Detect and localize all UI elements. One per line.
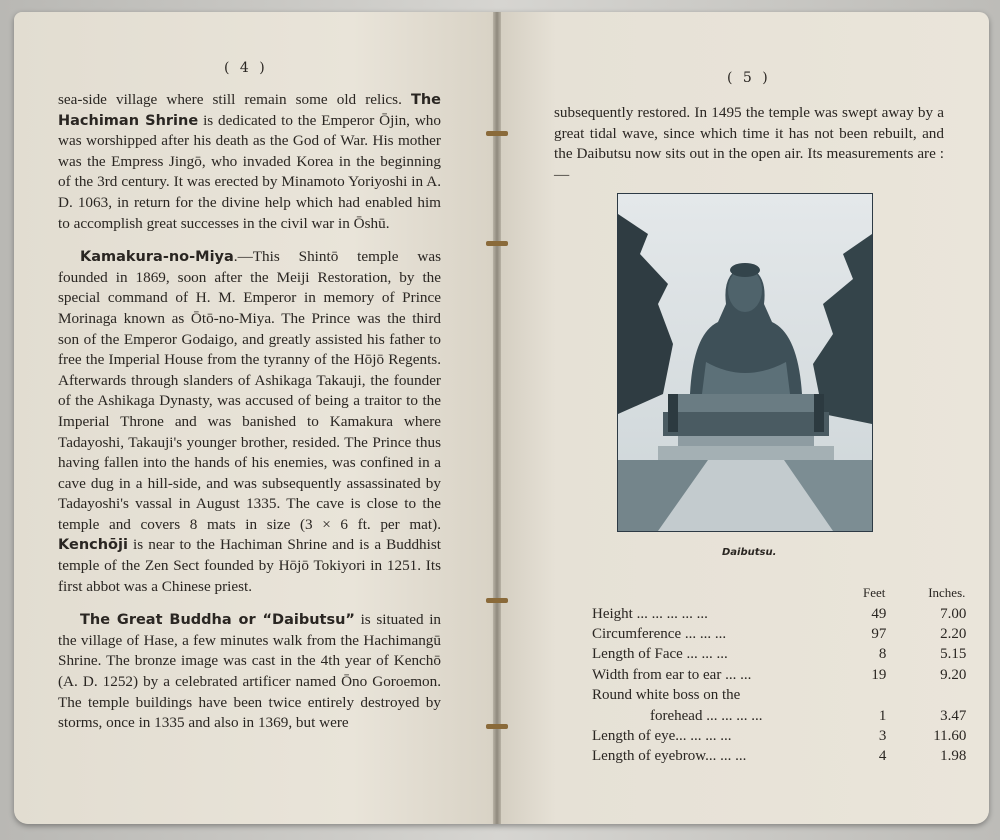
paragraph-text: is dedicated to the Emperor Ōjin, who was worshipped after his death as the God of War. His mother was the Empress Jingō, who invaded Korea in the beginning of the 3rd century. It was erected by Minamoto Yoriyoshi in A. D. 1063, in return for the divine help which had enabled him to accomplish great successes in the civil war in Ōshū.	[58, 111, 441, 232]
paragraph-text: is near to the Hachiman Shrine and is a Buddhist temple of the Zen Sect founded by Hōjō Tokiyori in 1251. Its first abbot was a Chinese priest.	[58, 536, 441, 595]
measurement-feet: 4	[878, 748, 887, 765]
paragraph-kamakura	[58, 247, 441, 597]
measurement-label: Circumference ... ... ...	[592, 626, 727, 643]
measurement-label: Width from ear to ear ... ...	[592, 666, 752, 683]
measurement-inches: 2.20	[940, 626, 967, 643]
measurement-inches	[886, 686, 966, 706]
heading-kenchoji: Kenchōji	[58, 537, 128, 554]
heading-kamakura-no-miya: Kamakura-no-Miya	[80, 249, 234, 266]
table-header-label	[592, 582, 862, 604]
measurement-feet	[862, 686, 886, 706]
measurement-feet: 49	[871, 605, 887, 622]
measurement-label: forehead ... ... ... ...	[650, 707, 763, 724]
measurement-inches: 9.20	[940, 666, 967, 683]
measurement-inches: 3.47	[940, 707, 967, 724]
heading-hachiman-shrine: The Hachiman Shrine	[58, 92, 441, 129]
measurement-feet: 19	[871, 666, 887, 683]
measurement-label: Height ... ... ... ... ...	[592, 605, 708, 622]
measurements-table	[592, 582, 966, 767]
measurement-label: Round white boss on the	[592, 687, 741, 704]
table-row	[592, 604, 966, 624]
right-page-intro: subsequently restored. In 1495 the temple was swept away by a great tidal wave, since which time it has not been rebuilt, and the Daibutsu now sits out in the open air. Its measurements are :—	[554, 104, 944, 183]
staple	[486, 724, 508, 729]
measurement-inches: 1.98	[940, 748, 967, 765]
measurement-feet: 97	[871, 626, 887, 643]
measurement-inches: 11.60	[933, 728, 967, 745]
table-row	[592, 645, 966, 665]
table-header-feet: Feet	[863, 585, 886, 600]
table-header-inches: Inches.	[928, 585, 966, 600]
page-number-right: ( 5 )	[727, 70, 771, 86]
table-row	[592, 706, 966, 726]
table-row	[592, 686, 966, 706]
measurement-feet: 3	[878, 728, 887, 745]
left-page-text	[58, 90, 441, 734]
measurement-inches: 7.00	[940, 605, 967, 622]
measurement-label: Length of eyebrow... ... ...	[592, 748, 747, 765]
table-header-row	[592, 582, 966, 604]
paragraph-hachiman	[58, 90, 441, 234]
table-row	[592, 624, 966, 644]
measurement-feet: 8	[878, 646, 887, 663]
table-row	[592, 726, 966, 746]
paragraph-daibutsu	[58, 610, 441, 734]
table-row	[592, 665, 966, 685]
staple	[486, 598, 508, 603]
photo-caption: Daibutsu.	[722, 547, 777, 558]
daibutsu-photo	[617, 193, 873, 532]
page-number-left: ( 4 )	[224, 60, 268, 76]
measurement-label: Length of eye... ... ... ...	[592, 728, 732, 745]
measurement-inches: 5.15	[940, 646, 967, 663]
table-row	[592, 747, 966, 767]
paragraph-text: .—This Shintō temple was founded in 1869, soon after the Meiji Restoration, by the special command of H. M. Emperor in memory of Prince Morinaga known as Ōtō-no-Miya. The Prince was the third son of the Emperor Godaigo, and greatly assisted his father to free the Imperial House from the tyranny of the Hōjō Regents. Afterwards through slanders of Ashikaga Takauji, the founder of the Ashikaga Dynasty, was accused of being a traitor to the Imperial Throne and was banished to Kamakura where Tadayoshi, Takauji's younger brother, resided. The Prince thus having fallen into the hands of his enemies, was confined in a cave dug in a hill-side, and was subsequently assassinated by Tadayoshi's vassal in August 1335. The cave is close to the temple and covers 8 mats in size (3 × 6 ft. per mat).	[58, 248, 441, 533]
daibutsu-image	[618, 194, 872, 531]
paragraph-text: sea-side village where still remain some old relics.	[58, 91, 402, 108]
staple	[486, 241, 508, 246]
staple	[486, 131, 508, 136]
measurement-label: Length of Face ... ... ...	[592, 646, 728, 663]
heading-great-buddha: The Great Buddha or “Daibutsu”	[80, 612, 355, 629]
paragraph-text: is situated in the village of Hase, a few minutes walk from the Hachimangū Shrine. The bronze image was cast in the 4th year of Kenchō (A. D. 1252) by a celebrated artificer named Ōno Goroemon. The temple buildings have been twice entirely destroyed by storms, once in 1335 and also in 1369, but were	[58, 611, 442, 732]
measurement-feet: 1	[878, 707, 887, 724]
